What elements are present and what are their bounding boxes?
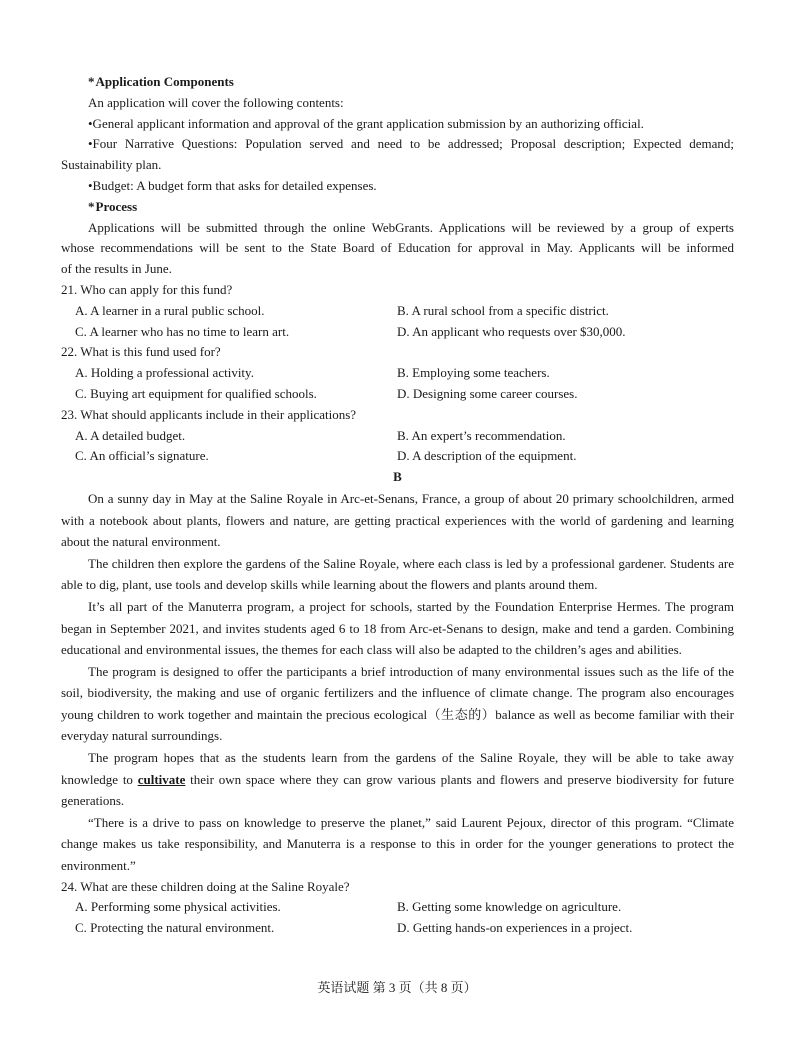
question-24 [61,877,734,939]
option-b: B. Getting some knowledge on agriculture. [397,899,622,915]
components-heading: *Application Components [88,74,234,89]
question-stem: 24. What are these children doing at the Saline Royale? [61,878,350,894]
option-b: B. An expert’s recommendation. [397,427,566,443]
underlined-word-cultivate: cultivate [137,771,186,787]
question-22 [61,342,734,404]
process-heading: *Process [88,198,138,214]
process-text-1: Applications will be submitted through the online WebGrants. Applications will be reviewed by a group of experts [88,219,734,235]
passage-paragraph-5: The program hopes that as the students learn from the gardens of the Saline Royale, they will be able to take away knowledge to cultivate their own space where they can grow various plants and flowers and preserve biodiversity for future generations. [61,750,734,809]
bullet-narrative-questions: •Four Narrative Questions: Population served and need to be addressed; Proposal description; Expected demand; [88,136,734,152]
components-intro: An application will cover the following contents: [88,94,344,110]
bullet-budget: •Budget: A budget form that asks for detailed expenses. [88,177,377,193]
page-footer: 英语试题 第 3 页（共 8 页） [317,980,477,995]
bullet-narrative-questions-cont: Sustainability plan. [61,157,162,173]
question-21 [61,280,734,342]
option-c: C. An official’s signature. [75,448,209,464]
option-c: C. Buying art equipment for qualified schools. [75,385,317,401]
option-d: D. Getting hands-on experiences in a project. [397,920,633,936]
process-text-3: of the results in June. [61,261,172,277]
passage-paragraph-1: On a sunny day in May at the Saline Royale in Arc-et-Senans, France, a group of about 20 primary schoolchildren, armed with a notebook about plants, flowers and nature, are getting practical experiences with the world of gardening and learning about the natural environment. [61,490,734,550]
option-a: A. Performing some physical activities. [75,899,281,915]
option-b: B. A rural school from a specific district. [397,302,609,318]
question-23 [61,405,734,467]
question-stem: 22. What is this fund used for? [61,344,221,360]
exam-page [61,72,734,939]
question-stem: 21. Who can apply for this fund? [61,281,233,297]
passage-paragraph-4: The program is designed to offer the participants a brief introduction of many environmental issues such as the life of the soil, biodiversity, the making and use of organic fertilizers and the influence of climate change. The program also encourages young children to work together and maintain the precious ecological（生态的）balance as well as become familiar with their everyday natural surroundings. [61,663,734,744]
option-a: A. Holding a professional activity. [75,365,254,381]
option-d: D. A description of the equipment. [397,448,577,464]
bullet-general-info: •General applicant information and approval of the grant application submission by an authorizing official. [88,115,644,131]
passage-paragraph-6: “There is a drive to pass on knowledge to preserve the planet,” said Laurent Pejoux, director of this program. “Climate change makes us take responsibility, and Manuterra is a response to this in order for the younger generations to protect the environment.” [61,814,734,874]
question-stem: 23. What should applicants include in their applications? [61,406,357,422]
option-d: D. Designing some career courses. [397,385,578,401]
option-c: C. Protecting the natural environment. [75,920,275,936]
option-a: A. A detailed budget. [75,427,186,443]
process-text-2: whose recommendations will be sent to the State Board of Education for approval in May. Applicants will be informed [61,240,734,256]
passage-paragraph-3: It’s all part of the Manuterra program, a project for schools, started by the Foundation Enterprise Hermes. The program began in September 2021, and invites students aged 6 to 18 from Arc-et-Senans to design, make and tend a garden. Combining educational and environmental issues, the themes for each class will also be adapted to the children’s ages and abilities. [61,598,734,658]
option-a: A. A learner in a rural public school. [75,302,265,318]
option-d: D. An applicant who requests over $30,000. [397,323,626,339]
option-b: B. Employing some teachers. [397,365,550,381]
passage-paragraph-2: The children then explore the gardens of the Saline Royale, where each class is led by a professional gardener. Students are able to dig, plant, use tools and develop skills while learning about the flowers and plants around them. [61,555,734,593]
section-b-label: B [393,469,402,485]
option-c: C. A learner who has no time to learn art. [75,323,290,339]
